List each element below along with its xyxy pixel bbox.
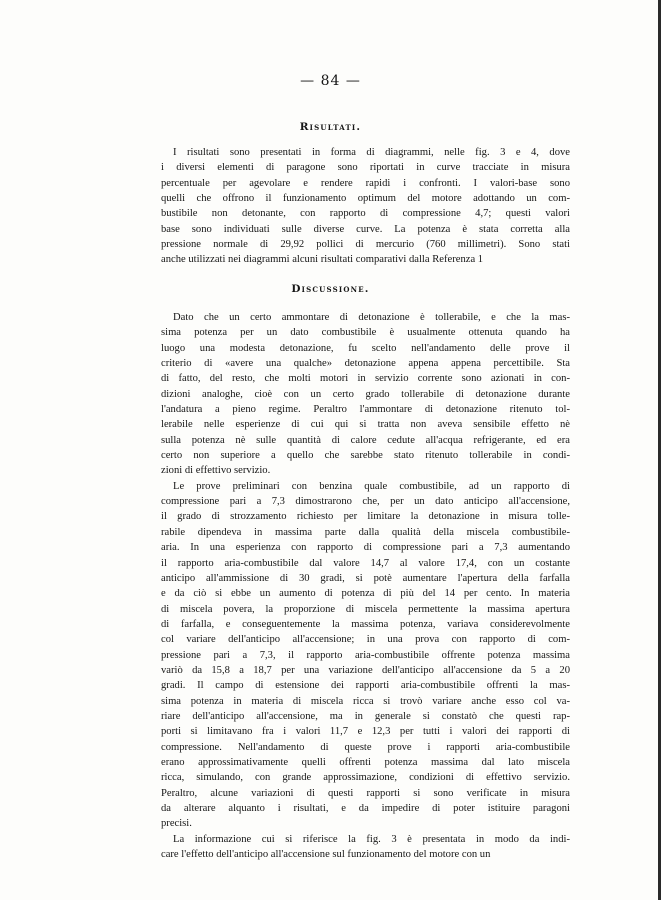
text-line: pressione pari a 7,3, il rapporto aria-combustibile offrente potenza massima <box>161 649 570 661</box>
text-line: base sono individuati sulle diverse curve. La potenza è stata corretta alla <box>161 223 570 235</box>
text-line: sulla potenza nè sulle quantità di calore cedute all'acqua refrigerante, ed era <box>161 434 570 446</box>
paragraph-discussione <box>161 310 570 862</box>
text-line: l'andatura a pieno regime. Peraltro l'ammontare di detonazione ritenuto tol- <box>161 404 570 416</box>
text-line: riare dell'anticipo all'accensione, ma in generale si constatò che questi rap- <box>161 710 570 722</box>
text-line: di fatto, del resto, che molti motori in servizio corrente sono azionati in con- <box>161 373 570 385</box>
text-line: anticipo all'ammissione di 30 gradi, si potè aumentare l'apertura della farfalla <box>161 572 570 584</box>
text-line: aria. In una esperienza con rapporto di compressione pari a 7,3 aumentando <box>161 542 570 554</box>
paragraph-risultati <box>161 145 570 268</box>
text-line: dizioni analoghe, cioè con un certo grado tollerabile di detonazione durante <box>161 388 570 400</box>
text-line: Peraltro, alcune variazioni di questi rapporti si sono verificate in misura <box>161 787 570 799</box>
text-line: precisi. <box>161 818 192 830</box>
text-line: col variare dell'anticipo all'accensione; in una prova con rapporto di com- <box>161 634 570 646</box>
text-line: criterio di «avere una qualche» detonazione appena appena percettibile. Sta <box>161 358 570 370</box>
text-line: quelli che offrono il funzionamento optimum del motore adottando un com- <box>161 193 570 205</box>
section-heading-discussione: Discussione. <box>291 283 370 295</box>
text-line: e da ciò si ebbe un aumento di potenza di più del 14 per cento. In materia <box>161 588 570 600</box>
text-line: Dato che un certo ammontare di detonazione è tollerabile, e che la mas- <box>173 312 570 323</box>
text-line: di farfalla, e conseguentemente la massima potenza, variava considerevolmente <box>161 618 570 630</box>
text-line: ricca, simulando, con grande approssimazione, condizioni di effettivo servizio. <box>161 772 570 784</box>
text-line: sima potenza per un dato combustibile è usualmente ottenuta quando ha <box>161 327 570 339</box>
text-line: pressione normale di 29,92 pollici di mercurio (760 millimetri). Sono stati <box>161 239 570 251</box>
text-line: il grado di strozzamento richiesto per limitare la detonazione in misura tolle- <box>161 511 570 523</box>
text-line: di miscela povera, la proporzione di miscela permettente la massima apertura <box>161 603 570 615</box>
page-number: — 84 — <box>300 73 361 89</box>
text-line: sima potenza in materia di miscela ricca si trovò variare anche esso col va- <box>161 695 570 707</box>
text-line: La informazione cui si riferisce la fig. 3 è presentata in modo da indi- <box>173 833 570 845</box>
text-line: variò da 15,8 a 18,7 per una variazione dell'anticipo all'accensione da 5 a 20 <box>161 664 570 676</box>
text-line: care l'effetto dell'anticipo all'accensione sul funzionamento del motore con un <box>161 849 491 861</box>
text-line: il rapporto aria-combustibile dal valore 14,7 al valore 17,4, con un costante <box>161 557 570 569</box>
text-line: I risultati sono presentati in forma di diagrammi, nelle fig. 3 e 4, dove <box>173 147 570 158</box>
section-heading-risultati: Risultati. <box>299 121 362 133</box>
text-line: lerabile nelle esperienze di cui qui si tratta non aveva sensibile effetto nè <box>161 419 570 431</box>
text-line: luogo una modesta detonazione, fu scelto nell'andamento delle prove il <box>161 342 570 354</box>
text-line: certo non superiore a quello che sarebbe stato ritenuto tollerabile in condi- <box>161 450 570 462</box>
text-line: percentuale per agevolare e rendere rapidi i confronti. I valori-base sono <box>161 177 570 189</box>
text-line: anche utilizzati nei diagrammi alcuni risultati comparativi dalla Referenza 1 <box>161 254 484 266</box>
text-line: erano approssimativamente quelli offrenti potenza massima dal lato miscela <box>161 756 570 768</box>
text-line: compressione. Nell'andamento di queste prove i rapporti aria-combustibile <box>161 741 570 753</box>
text-line: rabile dipendeva in massima parte dalla qualità della miscela combustibile- <box>161 526 570 538</box>
text-line: bustibile non detonante, con rapporto di compressione 4,7; questi valori <box>161 208 570 220</box>
text-line: zioni di effettivo servizio. <box>161 465 271 477</box>
text-line: Le prove preliminari con benzina quale combustibile, ad un rapporto di <box>173 480 570 492</box>
text-line: gradi. Il campo di estensione dei rapporti aria-combustibile offrenti la mas- <box>161 680 570 692</box>
text-line: porti si limitavano fra i valori 11,7 e 12,3 per tutti i valori dei rapporti di <box>161 726 570 738</box>
text-line: da alterare alquanto i risultati, e da impedire di poter istituire paragoni <box>161 803 570 814</box>
text-line: i diversi elementi di paragone sono riportati in curve tracciate in misura <box>161 162 570 174</box>
text-line: compressione pari a 7,3 dimostrarono che, per un dato anticipo all'accensione, <box>161 496 570 508</box>
